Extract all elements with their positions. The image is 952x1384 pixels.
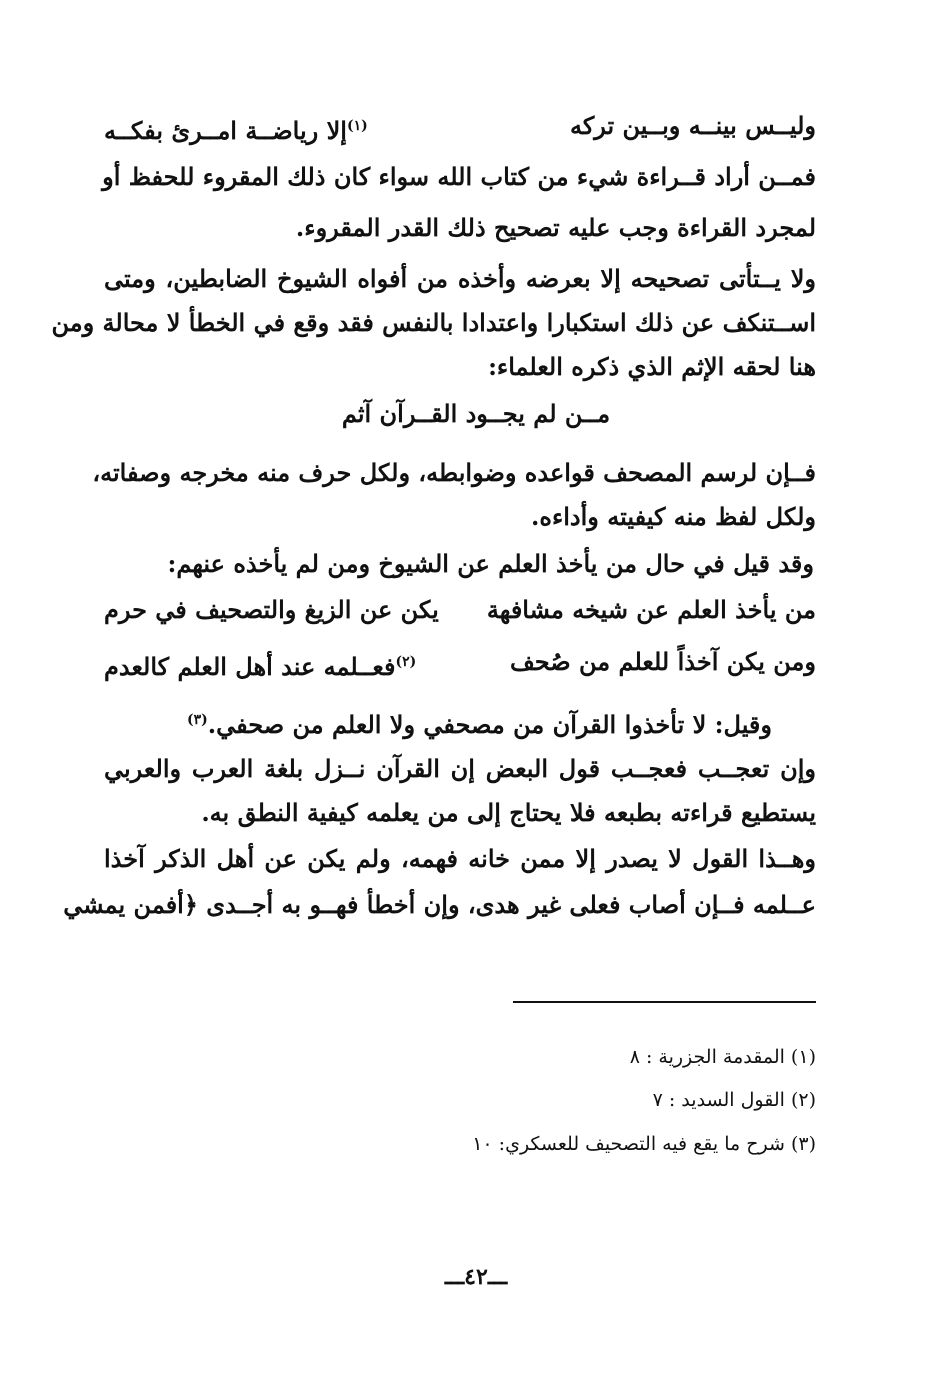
paragraph-2-line-2: اســتنكف عن ذلك استكبارا واعتدادا بالنفس فقد وقع في الخطأ لا محالة ومن <box>51 308 816 337</box>
verse-4-second-hemistich <box>104 645 416 684</box>
paragraph-2-line-1: ولا يــتأتى تصحيحه إلا بعرضه وأخذه من أفواه الشيوخ الضابطين، ومتى <box>104 264 816 293</box>
footnote-ref-1: (١) <box>346 118 368 134</box>
verse-4-first-hemistich: ومن يكن آخذاً للعلم من صُحف <box>509 647 816 676</box>
verse-4-second-text: فعــلمه عند أهل العلم كالعدم <box>104 652 396 681</box>
paragraph-5-line-2: يستطيع قراءته بطبعه فلا يحتاج إلى من يعلمه كيفية النطق به. <box>201 798 816 827</box>
paragraph-1-line-1: فمــن أراد قــراءة شيء من كتاب الله سواء كان ذلك المقروء للحفظ أو <box>102 162 816 191</box>
verse-1-second-text: إلا رياضــة امــرئ بفكــه <box>104 116 347 145</box>
footnote-separator <box>513 1001 816 1003</box>
footnote-2: (٢) القول السديد : ٧ <box>652 1089 816 1111</box>
paragraph-2-line-3: هنا لحقه الإثم الذي ذكره العلماء: <box>488 352 816 381</box>
paragraph-6-line-1: وهــذا القول لا يصدر إلا ممن خانه فهمه، ولم يكن عن أهل الذكر آخذا <box>104 844 816 873</box>
page-number: ـــ٤٢ـــ <box>444 1264 508 1290</box>
footnote-ref-2: (٢) <box>395 654 417 670</box>
paragraph-3-line-1: فــإن لرسم المصحف قواعده وضوابطه، ولكل حرف منه مخرجه وصفاته، <box>92 458 816 487</box>
quote-text: وقيل: لا تأخذوا القرآن من مصحفي ولا العلم من صحفي. <box>207 710 772 739</box>
verse-1-second-hemistich <box>104 109 368 148</box>
paragraph-4: وقد قيل في حال من يأخذ العلم عن الشيوخ ومن لم يأخذه عنهم: <box>167 549 814 578</box>
paragraph-1-line-2: لمجرد القراءة وجب عليه تصحيح ذلك القدر المقروء. <box>295 213 816 242</box>
footnote-3: (٣) شرح ما يقع فيه التصحيف للعسكري: ١٠ <box>472 1133 816 1155</box>
verse-1-first-hemistich: وليــس بينــه وبــين تركه <box>569 111 816 140</box>
footnote-1: (١) المقدمة الجزرية : ٨ <box>629 1046 816 1068</box>
verse-3-first-hemistich: من يأخذ العلم عن شيخه مشافهة <box>486 595 816 624</box>
paragraph-5-line-1: وإن تعجــب فعجــب قول البعض إن القرآن نــزل بلغة العرب والعربي <box>104 754 816 783</box>
footnote-ref-3: (٣) <box>186 712 208 728</box>
paragraph-3-line-2: ولكل لفظ منه كيفيته وأداءه. <box>531 502 816 531</box>
paragraph-6-line-2: عــلمه فــإن أصاب فعلى غير هدى، وإن أخطأ فهــو به أجــدى ﴿أفمن يمشي <box>63 890 816 919</box>
quote-line <box>187 703 772 742</box>
verse-3-second-hemistich: يكن عن الزيغ والتصحيف في حرم <box>104 595 439 624</box>
verse-2: مــن لم يجــود القــرآن آثم <box>341 399 611 428</box>
